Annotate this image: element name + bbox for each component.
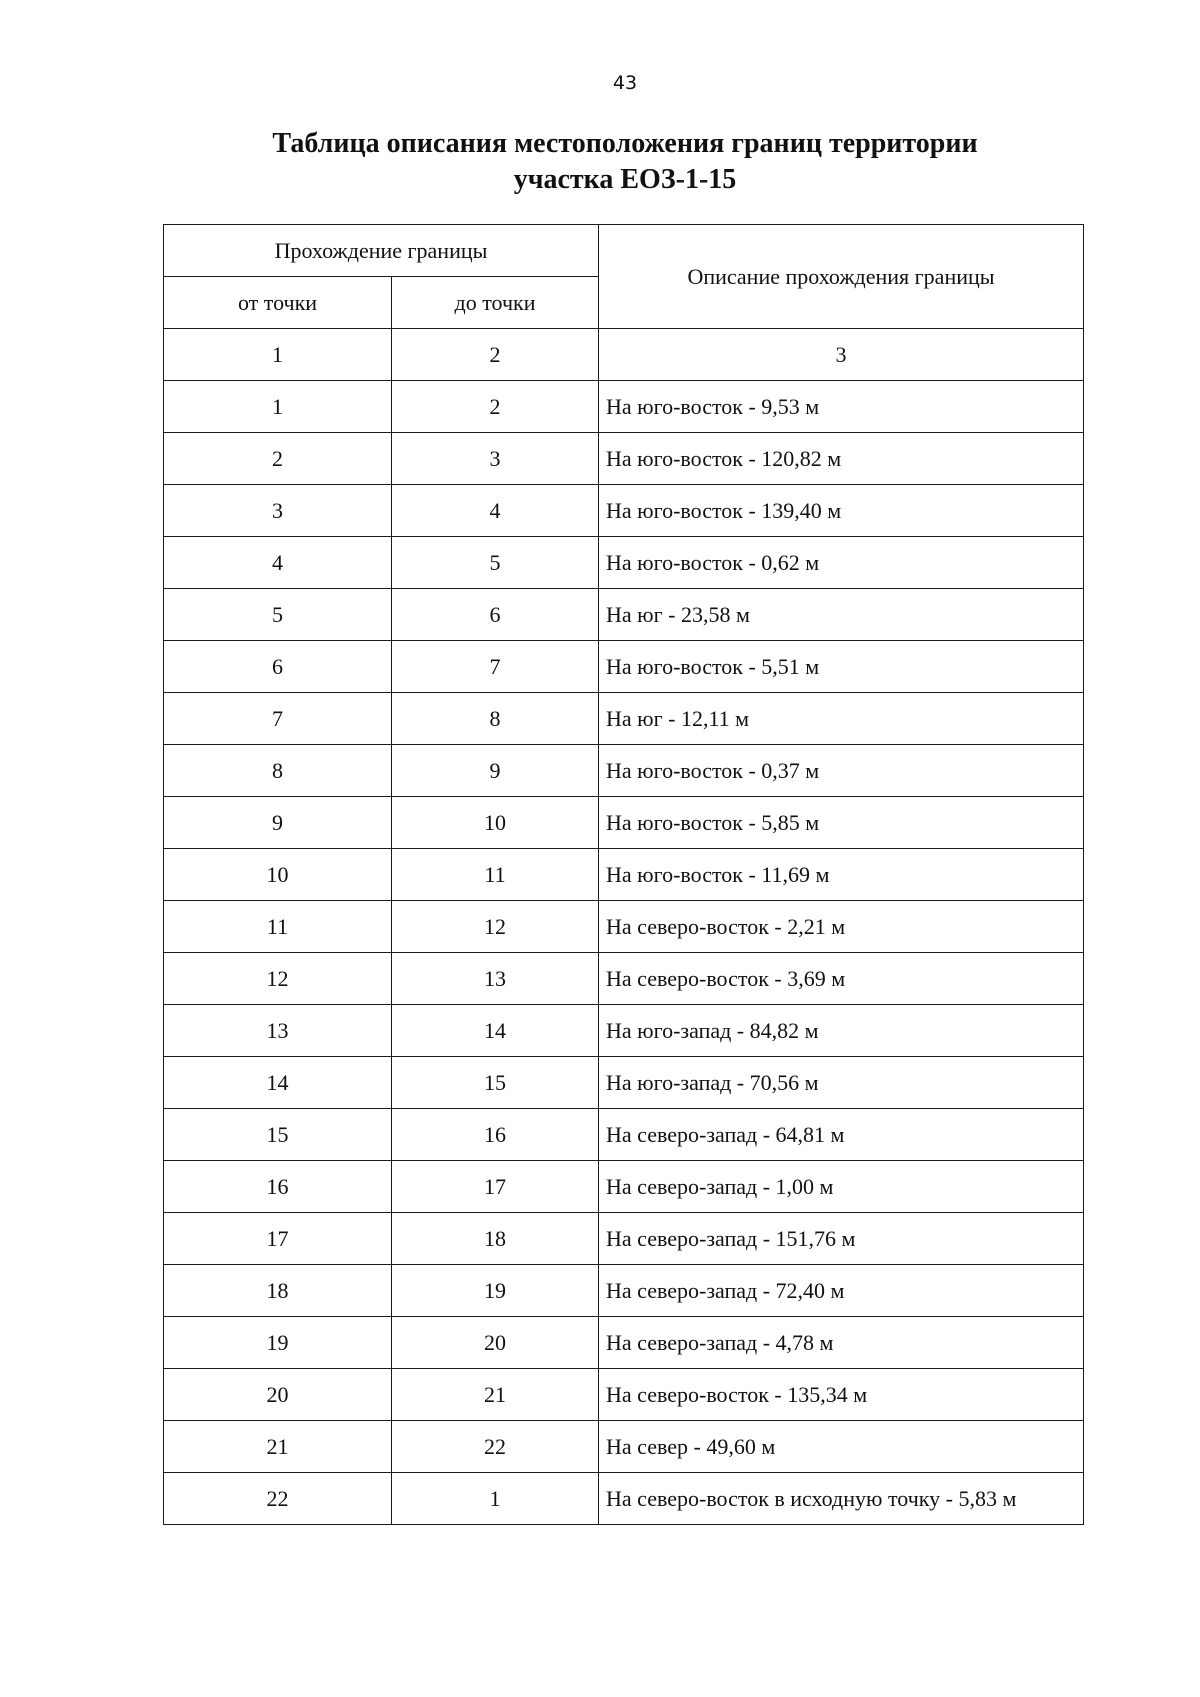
- table-row: [164, 1005, 1084, 1057]
- cell-to: 3: [392, 433, 599, 485]
- table-row: [164, 537, 1084, 589]
- cell-description: На северо-запад - 64,81 м: [599, 1109, 1084, 1161]
- cell-description: На юго-восток - 11,69 м: [599, 849, 1084, 901]
- cell-from: 4: [164, 537, 392, 589]
- cell-description: На юго-восток - 9,53 м: [599, 381, 1084, 433]
- to-header: до точки: [392, 277, 599, 329]
- boundary-table: [163, 224, 1084, 1525]
- table-row: [164, 1473, 1084, 1525]
- cell-description: На юго-восток - 120,82 м: [599, 433, 1084, 485]
- cell-from: 6: [164, 641, 392, 693]
- cell-from: 1: [164, 381, 392, 433]
- table-row: [164, 1421, 1084, 1473]
- table-row: [164, 1109, 1084, 1161]
- cell-from: 18: [164, 1265, 392, 1317]
- table-row: [164, 693, 1084, 745]
- cell-description: На северо-восток - 135,34 м: [599, 1369, 1084, 1421]
- table-row: [164, 849, 1084, 901]
- cell-to: 18: [392, 1213, 599, 1265]
- cell-to: 7: [392, 641, 599, 693]
- cell-description: На юго-запад - 84,82 м: [599, 1005, 1084, 1057]
- cell-to: 16: [392, 1109, 599, 1161]
- cell-from: 22: [164, 1473, 392, 1525]
- cell-to: 12: [392, 901, 599, 953]
- table-row: [164, 589, 1084, 641]
- cell-from: 8: [164, 745, 392, 797]
- cell-to: 14: [392, 1005, 599, 1057]
- cell-description: На юго-восток - 139,40 м: [599, 485, 1084, 537]
- cell-description: На северо-восток - 3,69 м: [599, 953, 1084, 1005]
- cell-description: На юго-восток - 5,51 м: [599, 641, 1084, 693]
- table-row: [164, 1057, 1084, 1109]
- cell-description: На северо-восток - 2,21 м: [599, 901, 1084, 953]
- cell-description: На юг - 23,58 м: [599, 589, 1084, 641]
- table-row: [164, 1317, 1084, 1369]
- cell-from: 14: [164, 1057, 392, 1109]
- table-row: [164, 953, 1084, 1005]
- table-row: [164, 745, 1084, 797]
- cell-from: 20: [164, 1369, 392, 1421]
- column-number: 3: [599, 329, 1084, 381]
- cell-from: 15: [164, 1109, 392, 1161]
- cell-description: На юго-восток - 0,37 м: [599, 745, 1084, 797]
- cell-to: 17: [392, 1161, 599, 1213]
- cell-to: 1: [392, 1473, 599, 1525]
- cell-description: На северо-восток в исходную точку - 5,83 м: [599, 1473, 1084, 1525]
- cell-to: 20: [392, 1317, 599, 1369]
- table-row: [164, 485, 1084, 537]
- cell-from: 10: [164, 849, 392, 901]
- cell-from: 3: [164, 485, 392, 537]
- title-line-1: Таблица описания местоположения границ территории: [272, 128, 978, 159]
- table-row: [164, 1213, 1084, 1265]
- table-row: [164, 901, 1084, 953]
- cell-to: 15: [392, 1057, 599, 1109]
- cell-description: На юго-запад - 70,56 м: [599, 1057, 1084, 1109]
- cell-description: На северо-запад - 72,40 м: [599, 1265, 1084, 1317]
- cell-description: На юго-восток - 5,85 м: [599, 797, 1084, 849]
- cell-to: 11: [392, 849, 599, 901]
- table-row: [164, 433, 1084, 485]
- cell-to: 6: [392, 589, 599, 641]
- cell-to: 5: [392, 537, 599, 589]
- page-title: [0, 126, 1200, 198]
- cell-description: На северо-запад - 151,76 м: [599, 1213, 1084, 1265]
- from-header: от точки: [164, 277, 392, 329]
- column-number: 2: [392, 329, 599, 381]
- cell-from: 9: [164, 797, 392, 849]
- cell-to: 22: [392, 1421, 599, 1473]
- cell-from: 13: [164, 1005, 392, 1057]
- column-number-row: [164, 329, 1084, 381]
- page-number: 43: [612, 72, 638, 94]
- cell-from: 12: [164, 953, 392, 1005]
- table-row: [164, 1369, 1084, 1421]
- table-row: [164, 1265, 1084, 1317]
- cell-description: На юг - 12,11 м: [599, 693, 1084, 745]
- desc-header: Описание прохождения границы: [599, 225, 1084, 329]
- cell-description: На северо-запад - 1,00 м: [599, 1161, 1084, 1213]
- cell-to: 19: [392, 1265, 599, 1317]
- cell-from: 2: [164, 433, 392, 485]
- table-row: [164, 797, 1084, 849]
- cell-from: 11: [164, 901, 392, 953]
- cell-from: 7: [164, 693, 392, 745]
- cell-description: На юго-восток - 0,62 м: [599, 537, 1084, 589]
- cell-description: На север - 49,60 м: [599, 1421, 1084, 1473]
- cell-from: 19: [164, 1317, 392, 1369]
- cell-to: 21: [392, 1369, 599, 1421]
- cell-from: 21: [164, 1421, 392, 1473]
- header-row-1: [164, 225, 1084, 277]
- column-number: 1: [164, 329, 392, 381]
- group-header: Прохождение границы: [164, 225, 599, 277]
- cell-to: 8: [392, 693, 599, 745]
- cell-from: 17: [164, 1213, 392, 1265]
- title-line-2: участка ЕОЗ-1-15: [513, 164, 737, 195]
- cell-to: 10: [392, 797, 599, 849]
- cell-from: 5: [164, 589, 392, 641]
- table-row: [164, 641, 1084, 693]
- cell-to: 9: [392, 745, 599, 797]
- cell-to: 4: [392, 485, 599, 537]
- table-row: [164, 381, 1084, 433]
- cell-from: 16: [164, 1161, 392, 1213]
- table-row: [164, 1161, 1084, 1213]
- cell-description: На северо-запад - 4,78 м: [599, 1317, 1084, 1369]
- cell-to: 13: [392, 953, 599, 1005]
- cell-to: 2: [392, 381, 599, 433]
